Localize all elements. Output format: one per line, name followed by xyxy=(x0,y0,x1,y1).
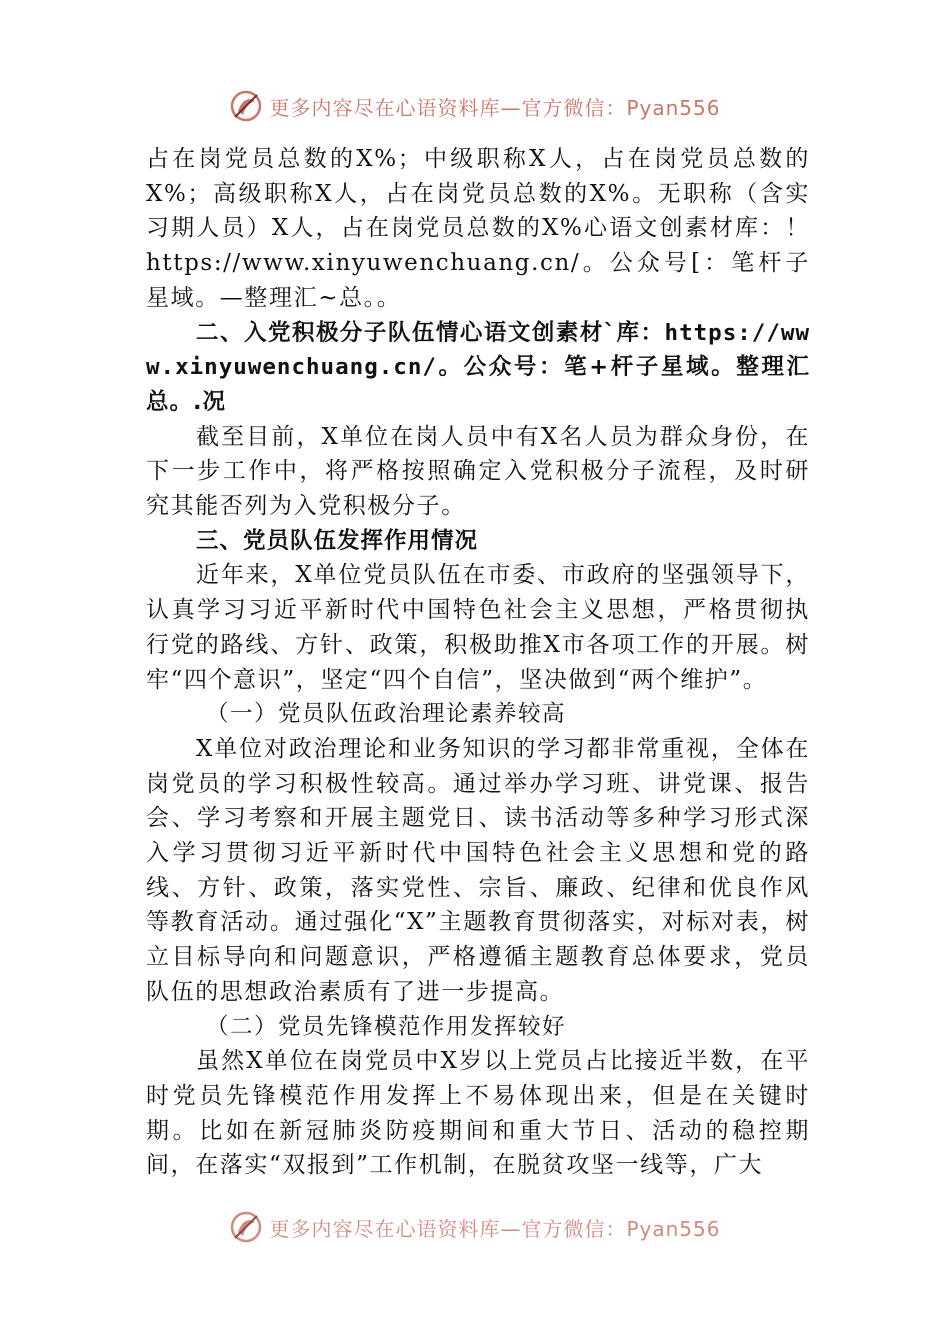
banner-text: 更多内容尽在心语资料库—官方微信：Pyan556 xyxy=(269,95,721,120)
heading-text-end: 。公众号：笔+杆子星域。整理汇总。.况 xyxy=(146,354,810,415)
heading-url: https://www.xinyuwenchuang.cn/ xyxy=(146,319,810,381)
heading-text-start: 二、入党积极分子队伍情心语文创素材`库： xyxy=(196,319,665,346)
paragraph-vanguard-role: 虽然X单位在岗党员中X岁以上党员占比接近半数，在平时党员先锋模范作用发挥上不易体现出来，但是在关键时期。比如在新冠肺炎防疫期间和重大节日、活动的稳控期间，在落实“双报到”工作机制，在脱贫攻坚一线等，广大 xyxy=(146,1048,810,1179)
paragraph-membership-stats: 占在岗党员总数的X%；中级职称X人，占在岗党员总数的X%；高级职称X人，占在岗党员总数的X%。无职称（含实习期人员）X人，占在岗党员总数的X%心语文创素材库：！https://www.xinyuwenchuang.cn/。公众号[：笔杆子星域。—整理汇~总。。 xyxy=(146,146,810,311)
document-body xyxy=(146,142,810,1183)
seal-logo-icon xyxy=(229,1210,263,1244)
banner-text: 更多内容尽在心语资料库—官方微信：Pyan556 xyxy=(269,1216,721,1241)
section-heading-activists xyxy=(146,316,810,420)
paragraph-role-overview: 近年来，X单位党员队伍在市委、市政府的坚强领导下，认真学习习近平新时代中国特色社会主义思想，严格贯彻执行党的路线、方针、政策，积极助推X市各项工作的开展。树牢“四个意识”，坚定“四个自信”，坚决做到“两个维护”。 xyxy=(146,562,810,693)
header-watermark-banner xyxy=(0,86,950,126)
subheading-vanguard-role: （二）党员先锋模范作用发挥较好 xyxy=(206,1013,567,1040)
footer-watermark-banner xyxy=(0,1207,950,1247)
paragraph-activists: 截至目前，X单位在岗人员中有X名人员为群众身份，在下一步工作中，将严格按照确定入党积极分子流程，及时研究其能否列为入党积极分子。 xyxy=(146,423,810,520)
section-heading-role: 三、党员队伍发挥作用情况 xyxy=(196,527,479,554)
paragraph-political-theory: X单位对政治理论和业务知识的学习都非常重视，全体在岗党员的学习积极性较高。通过举办学习班、讲党课、报告会、学习考察和开展主题党日、读书活动等多种学习形式深入学习贯彻习近平新时代中国特色社会主义思想和党的路线、方针、政策，落实党性、宗旨、廉政、纪律和优良作风等教育活动。通过强化“X”主题教育贯彻落实，对标对表，树立目标导向和问题意识，严格遵循主题教育总体要求，党员队伍的思想政治素质有了进一步提高。 xyxy=(146,735,810,1005)
subheading-political-theory: （一）党员队伍政治理论素养较高 xyxy=(206,701,567,728)
seal-logo-icon xyxy=(229,89,263,123)
